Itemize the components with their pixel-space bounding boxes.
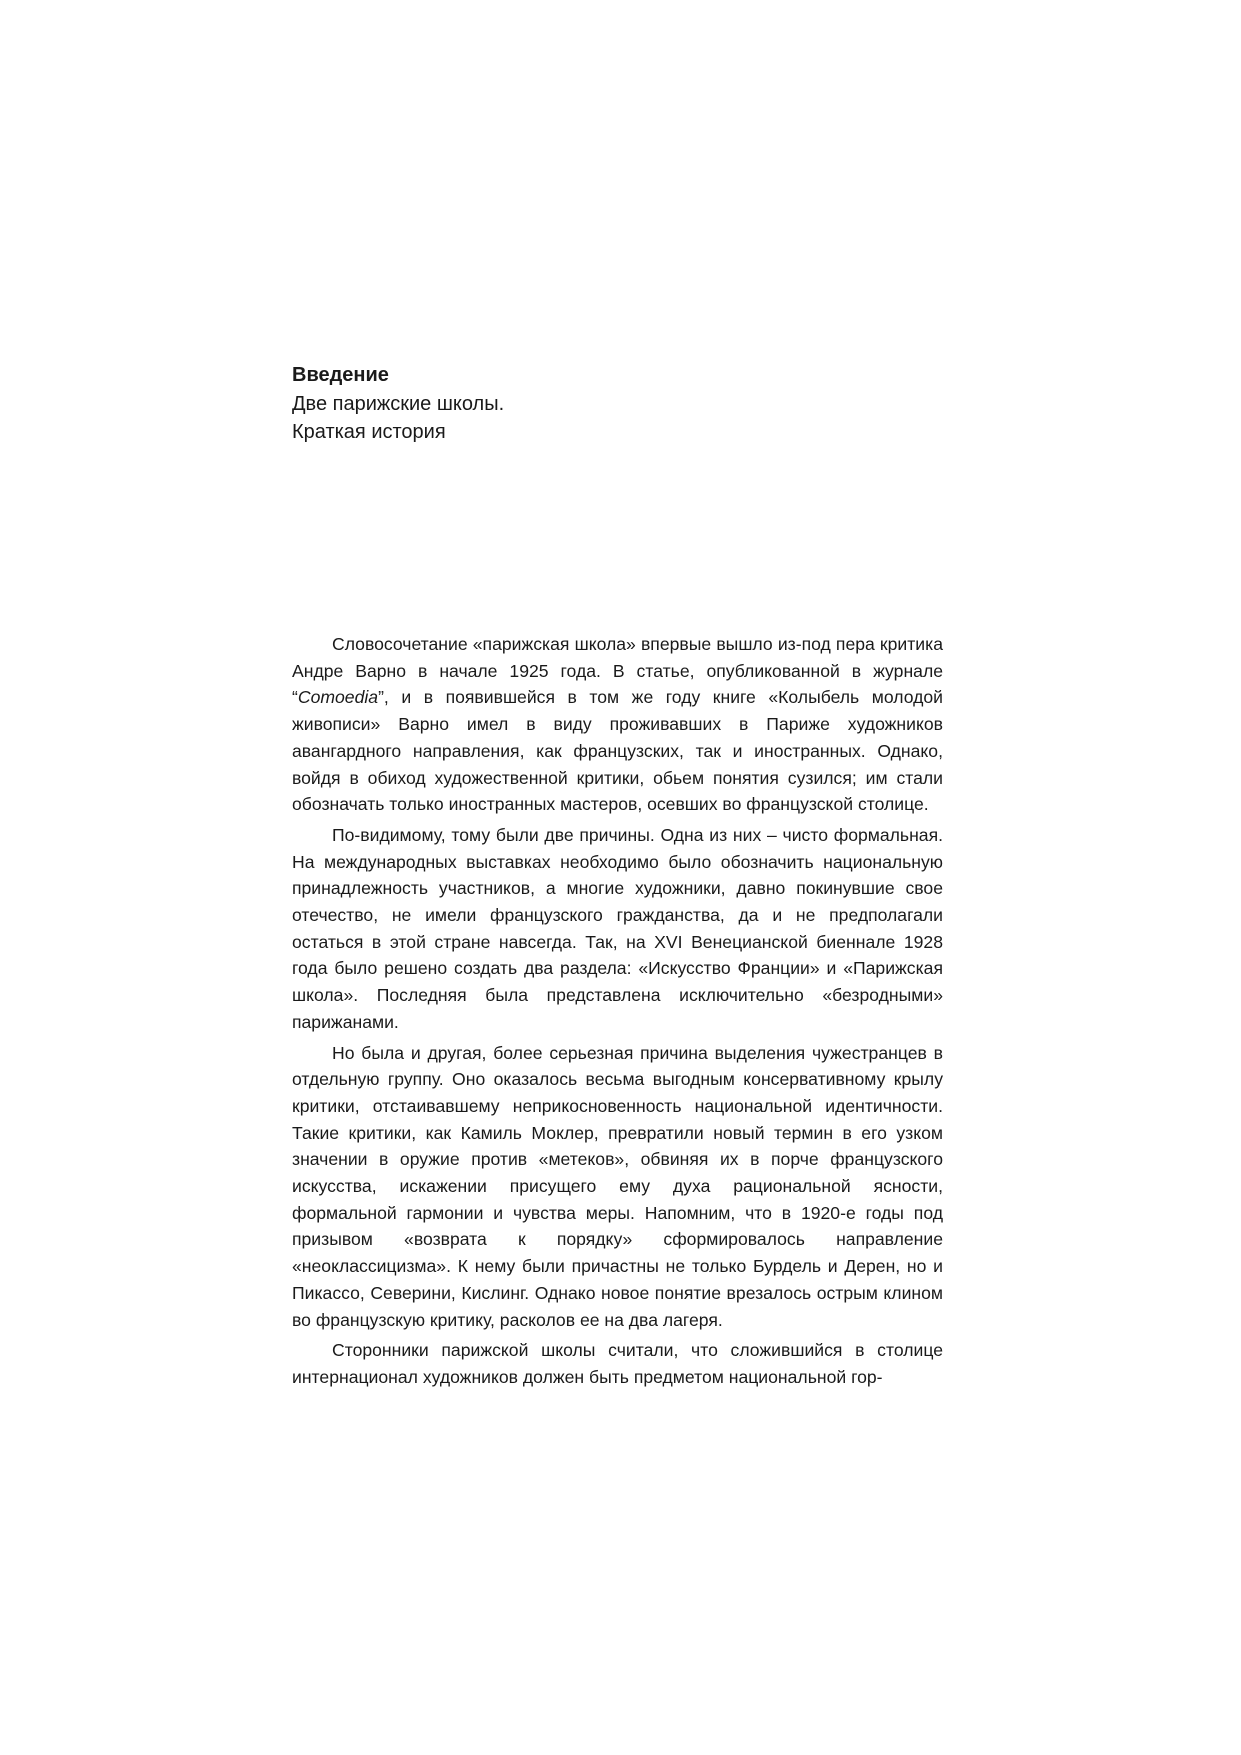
body-text	[292, 631, 943, 1395]
chapter-heading	[292, 360, 932, 446]
paragraph-1-text-b: ”, и в появившейся в том же году книге «Колыбель молодой живописи» Варно имел в виду проживавших в Париже художников авангардного направления, как французских, так и иностранных. Однако, войдя в обиход художественной критики, обьем понятия сузился; им стали обозначать только иностранных мастеров, осевших во французской столице.	[292, 687, 943, 815]
paragraph-4: Сторонники парижской школы считали, что сложившийся в столице интернационал художников должен быть предметом национальной гор-	[292, 1340, 943, 1387]
chapter-subtitle-line-1: Две парижские школы.	[292, 393, 505, 415]
paragraph-1	[292, 631, 943, 818]
paragraph-2: По-видимому, тому были две причины. Одна из них – чисто формальная. На международных выставках необходимо было обозначить национальную принадлежность участников, а многие художники, давно покинувшие свое отечество, не имели французского гражданства, да и не предполагали остаться в этой стране навсегда. Так, на XVI Венецианской биеннале 1928 года было решено создать два раздела: «Искусство Франции» и «Парижская школа». Последняя была представлена исключительно «безродными» парижанами.	[292, 824, 943, 1032]
chapter-subtitle	[292, 390, 932, 446]
paragraph-1-text-a: Словосочетание «парижская школа» впервые вышло из-под пера критика Андре Варно в начале 1925 года. В статье, опубликованной в журнале “	[292, 634, 943, 708]
journal-title: Comoedia	[297, 687, 379, 708]
chapter-subtitle-line-2: Краткая история	[292, 421, 446, 443]
chapter-label: Введение	[292, 364, 389, 386]
paragraph-3: Но была и другая, более серьезная причина выделения чужестранцев в отдельную группу. Оно оказалось весьма выгодным консервативному крылу критики, отстаивавшему неприкосновенность национальной идентичности. Такие критики, как Камиль Моклер, превратили новый термин в его узком значении в оружие против «метеков», обвиняя их в порче французского искусства, искажении присущего ему духа рациональной ясности, формальной гармонии и чувства меры. Напомним, что в 1920-е годы под призывом «возврата к порядку» сформировалось направление «неоклассицизма». К нему были причастны не только Бурдель и Дерен, но и Пикассо, Северини, Кислинг. Однако новое понятие врезалось острым клином во французскую критику, расколов ее на два лагеря.	[292, 1042, 943, 1330]
